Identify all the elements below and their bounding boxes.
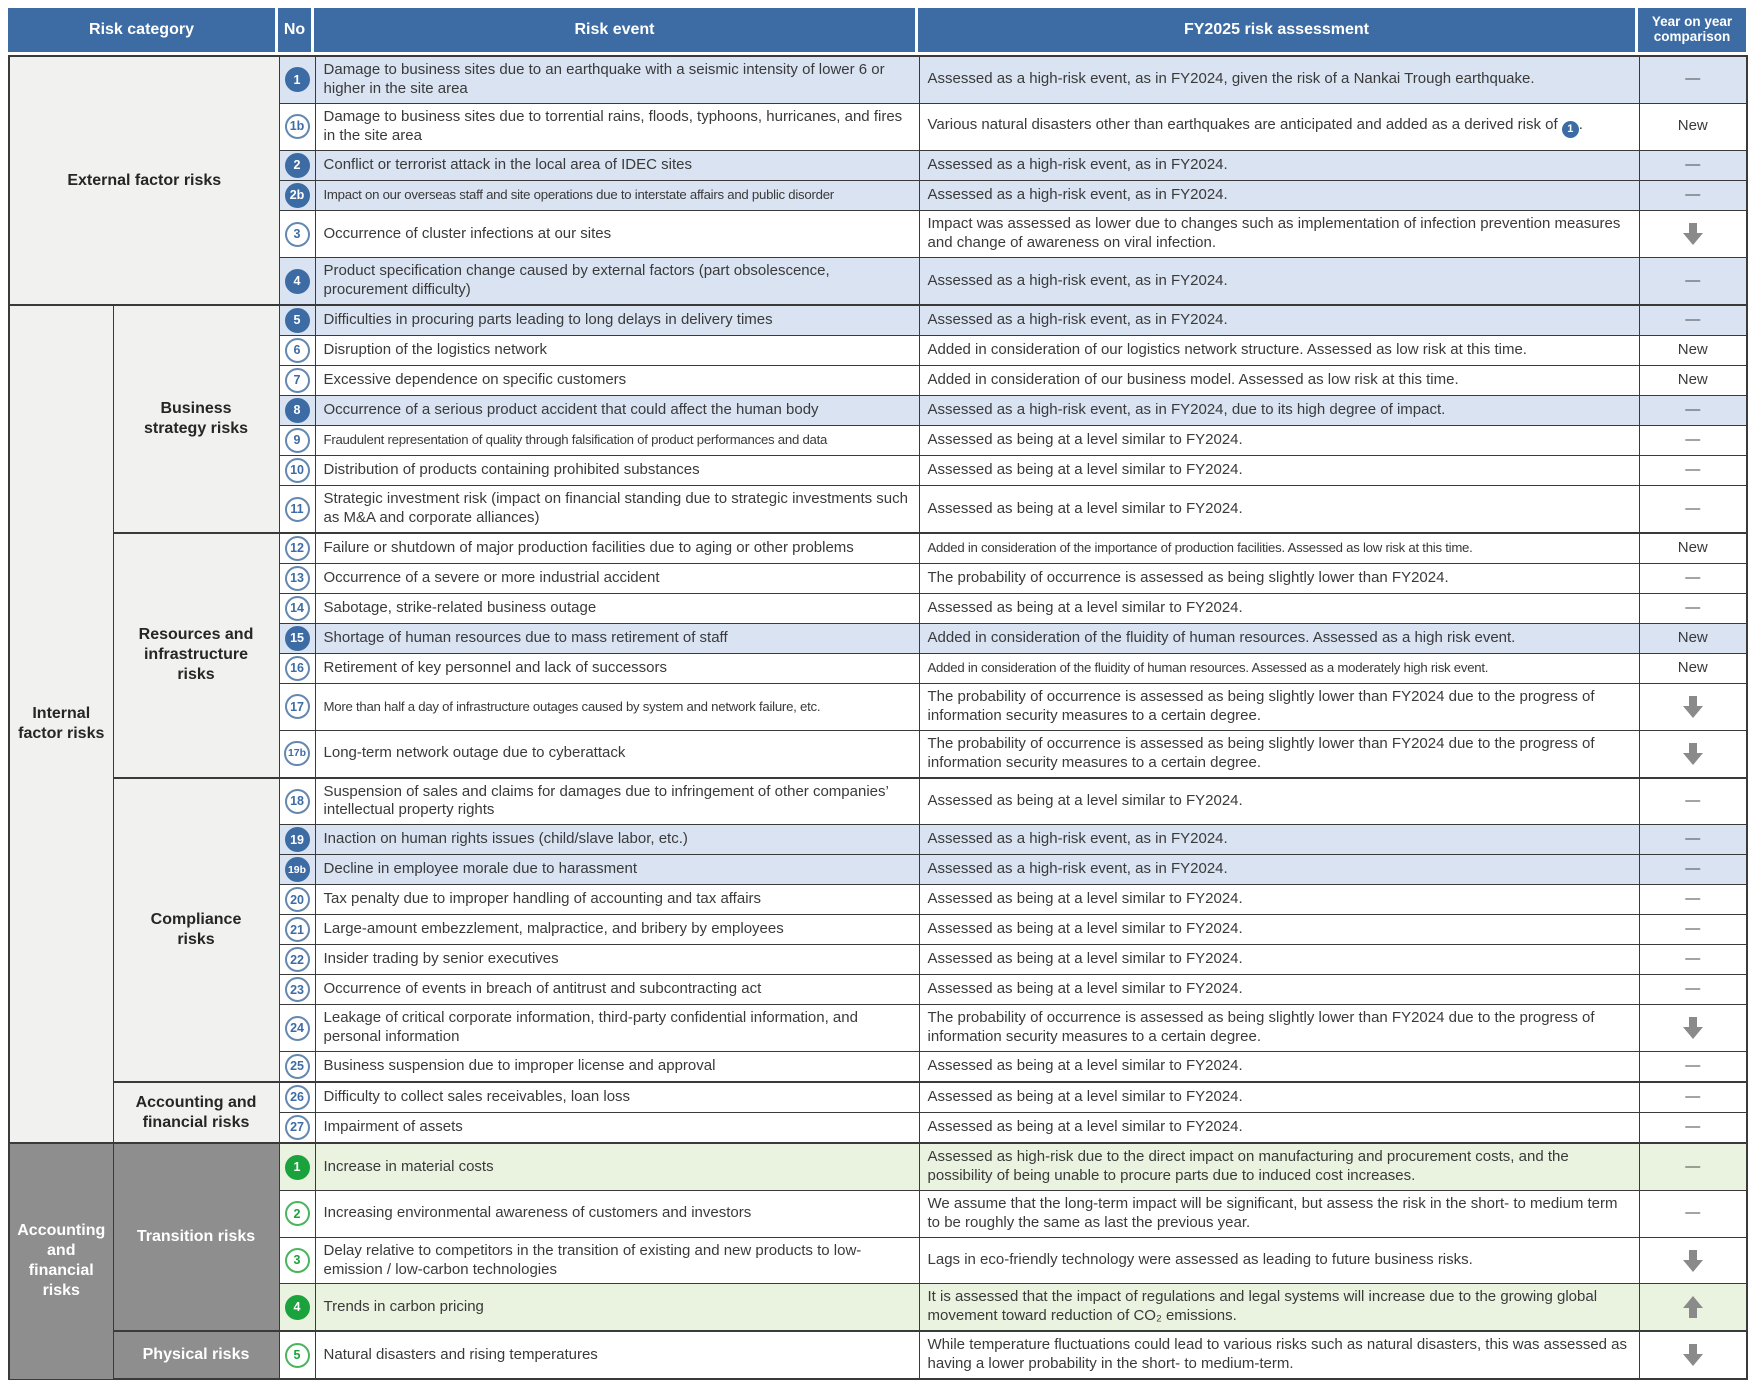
no-change-dash: — — [1685, 980, 1701, 998]
down-arrow-icon — [1646, 696, 1741, 718]
down-arrow-icon — [1646, 223, 1741, 245]
down-arrow-icon — [1646, 1017, 1741, 1039]
year-on-year-cell — [1639, 885, 1747, 915]
risk-number-badge: 25 — [285, 1054, 310, 1079]
no-change-dash: — — [1685, 271, 1701, 289]
down-arrow-icon — [1646, 743, 1741, 765]
risk-number-cell — [279, 150, 315, 180]
inline-risk-ref-badge: 1 — [1562, 121, 1579, 138]
risk-number-badge: 24 — [285, 1016, 310, 1041]
risk-number-badge: 19 — [285, 827, 310, 852]
risk-event-cell: Occurrence of a severe or more industrial accident — [315, 564, 919, 594]
down-arrow-icon — [1646, 1344, 1741, 1366]
risk-number-cell — [279, 945, 315, 975]
new-label: New — [1677, 341, 1708, 359]
risk-number-cell — [279, 305, 315, 336]
risk-number-cell — [279, 975, 315, 1005]
risk-event-cell: Shortage of human resources due to mass retirement of staff — [315, 624, 919, 654]
risk-assessment-cell: Assessed as being at a level similar to FY2024. — [919, 945, 1639, 975]
risk-event-cell: More than half a day of infrastructure outages caused by system and network failure, etc. — [315, 684, 919, 731]
risk-number-badge: 13 — [285, 566, 310, 591]
risk-table — [8, 55, 1748, 1380]
year-on-year-cell — [1639, 366, 1747, 396]
risk-assessment-cell: Added in consideration of the fluidity of human resources. Assessed as a high risk event. — [919, 624, 1639, 654]
table-row — [9, 56, 1747, 103]
risk-number-badge: 21 — [285, 917, 310, 942]
risk-number-cell — [279, 210, 315, 258]
new-label: New — [1677, 371, 1708, 389]
column-header: Year on year comparison — [1638, 8, 1746, 52]
risk-event-cell: Excessive dependence on specific customers — [315, 366, 919, 396]
year-on-year-cell — [1639, 825, 1747, 855]
risk-number-badge: 2 — [285, 1201, 310, 1226]
risk-number-cell — [279, 1143, 315, 1190]
risk-assessment-cell: The probability of occurrence is assessed as being slightly lower than FY2024 due to the progress of information security measures to a certain degree. — [919, 684, 1639, 731]
risk-event-cell: Occurrence of cluster infections at our sites — [315, 210, 919, 258]
no-change-dash: — — [1685, 569, 1701, 587]
risk-event-cell: Conflict or terrorist attack in the local area of IDEC sites — [315, 150, 919, 180]
up-arrow-icon — [1646, 1296, 1741, 1318]
year-on-year-cell — [1639, 258, 1747, 305]
risk-assessment-cell: It is assessed that the impact of regulations and legal systems will increase due to the growing global movement toward reduction of CO₂ emissions. — [919, 1284, 1639, 1331]
risk-number-cell — [279, 1331, 315, 1379]
year-on-year-cell — [1639, 1284, 1747, 1331]
risk-event-cell: Increase in material costs — [315, 1143, 919, 1190]
column-header: FY2025 risk assessment — [918, 8, 1638, 52]
risk-assessment-cell: Assessed as a high-risk event, as in FY2024, given the risk of a Nankai Trough earthquake. — [919, 56, 1639, 103]
risk-assessment-cell: Assessed as being at a level similar to FY2024. — [919, 594, 1639, 624]
table-row — [9, 778, 1747, 825]
risk-event-cell: Sabotage, strike-related business outage — [315, 594, 919, 624]
risk-number-badge: 10 — [285, 458, 310, 483]
risk-number-cell — [279, 366, 315, 396]
year-on-year-cell — [1639, 533, 1747, 564]
no-change-dash: — — [1685, 461, 1701, 479]
risk-event-cell: Increasing environmental awareness of customers and investors — [315, 1190, 919, 1237]
no-change-dash: — — [1685, 920, 1701, 938]
risk-assessment-cell: Assessed as a high-risk event, as in FY2024. — [919, 180, 1639, 210]
year-on-year-cell — [1639, 1190, 1747, 1237]
risk-event-cell: Trends in carbon pricing — [315, 1284, 919, 1331]
no-change-dash: — — [1685, 792, 1701, 810]
risk-number-badge: 2 — [285, 153, 310, 178]
risk-subcategory-cell: Physical risks — [113, 1331, 279, 1379]
risk-assessment-cell: Assessed as being at a level similar to FY2024. — [919, 1052, 1639, 1083]
risk-assessment-cell: Assessed as a high-risk event, as in FY2024. — [919, 855, 1639, 885]
table-header — [8, 8, 1746, 52]
risk-number-cell — [279, 486, 315, 533]
risk-number-cell — [279, 1052, 315, 1083]
risk-assessment-cell: Assessed as being at a level similar to FY2024. — [919, 975, 1639, 1005]
risk-event-cell: Leakage of critical corporate information, third-party confidential information, and personal information — [315, 1005, 919, 1052]
no-change-dash: — — [1685, 599, 1701, 617]
new-label: New — [1677, 117, 1708, 135]
risk-number-cell — [279, 564, 315, 594]
risk-number-cell — [279, 180, 315, 210]
column-header: Risk category — [8, 8, 278, 52]
risk-event-cell: Suspension of sales and claims for damages due to infringement of other companies’ intellectual property rights — [315, 778, 919, 825]
no-change-dash: — — [1685, 311, 1701, 329]
year-on-year-cell — [1639, 1237, 1747, 1284]
down-arrow-icon — [1646, 1250, 1741, 1272]
risk-assessment-cell: The probability of occurrence is assessed as being slightly lower than FY2024 due to the progress of information security measures to a certain degree. — [919, 1005, 1639, 1052]
risk-assessment-cell: Assessed as a high-risk event, as in FY2024. — [919, 258, 1639, 305]
risk-event-cell: Damage to business sites due to an earthquake with a seismic intensity of lower 6 or higher in the site area — [315, 56, 919, 103]
risk-event-cell: Difficulty to collect sales receivables, loan loss — [315, 1082, 919, 1113]
risk-number-badge: 17b — [284, 741, 310, 766]
risk-event-cell: Retirement of key personnel and lack of successors — [315, 654, 919, 684]
risk-event-cell: Product specification change caused by external factors (part obsolescence, procurement difficulty) — [315, 258, 919, 305]
table-row — [9, 1331, 1747, 1379]
table-row — [9, 1143, 1747, 1190]
risk-number-badge: 27 — [285, 1115, 310, 1140]
risk-assessment-cell: The probability of occurrence is assessed as being slightly lower than FY2024. — [919, 564, 1639, 594]
risk-number-badge: 7 — [285, 368, 310, 393]
year-on-year-cell — [1639, 730, 1747, 777]
year-on-year-cell — [1639, 975, 1747, 1005]
risk-number-badge: 14 — [285, 596, 310, 621]
assessment-text: . — [1578, 115, 1583, 133]
risk-number-cell — [279, 1190, 315, 1237]
risk-event-cell: Decline in employee morale due to harassment — [315, 855, 919, 885]
risk-number-cell — [279, 654, 315, 684]
year-on-year-cell — [1639, 396, 1747, 426]
risk-number-cell — [279, 1237, 315, 1284]
risk-assessment-cell: Assessed as a high-risk event, as in FY2024. — [919, 305, 1639, 336]
risk-number-cell — [279, 825, 315, 855]
year-on-year-cell — [1639, 305, 1747, 336]
risk-number-cell — [279, 684, 315, 731]
risk-number-cell — [279, 624, 315, 654]
risk-assessment-table — [8, 8, 1746, 1380]
risk-assessment-cell: Assessed as being at a level similar to FY2024. — [919, 456, 1639, 486]
risk-assessment-cell: Assessed as being at a level similar to FY2024. — [919, 1082, 1639, 1113]
risk-assessment-cell: Assessed as a high-risk event, as in FY2024. — [919, 150, 1639, 180]
risk-number-cell — [279, 855, 315, 885]
risk-number-cell — [279, 456, 315, 486]
year-on-year-cell — [1639, 456, 1747, 486]
risk-event-cell: Large-amount embezzlement, malpractice, and bribery by employees — [315, 915, 919, 945]
year-on-year-cell — [1639, 855, 1747, 885]
risk-assessment-cell: Added in consideration of the fluidity of human resources. Assessed as a moderately high risk event. — [919, 654, 1639, 684]
risk-number-badge: 3 — [285, 1248, 310, 1273]
table-row — [9, 305, 1747, 336]
no-change-dash: — — [1685, 890, 1701, 908]
assessment-text: Various natural disasters other than earthquakes are anticipated and added as a derived risk of — [927, 115, 1562, 133]
risk-event-cell: Insider trading by senior executives — [315, 945, 919, 975]
year-on-year-cell — [1639, 1082, 1747, 1113]
risk-assessment-cell: Assessed as being at a level similar to FY2024. — [919, 486, 1639, 533]
risk-event-cell: Long-term network outage due to cyberattack — [315, 730, 919, 777]
year-on-year-cell — [1639, 1005, 1747, 1052]
no-change-dash: — — [1685, 499, 1701, 517]
risk-number-badge: 4 — [285, 1295, 310, 1320]
table-row — [9, 1082, 1747, 1113]
risk-number-badge: 8 — [285, 398, 310, 423]
risk-number-badge: 9 — [285, 428, 310, 453]
risk-assessment-cell: Assessed as high-risk due to the direct impact on manufacturing and procurement costs, and the possibility of being unable to procure parts due to induced cost increases. — [919, 1143, 1639, 1190]
risk-number-badge: 26 — [285, 1085, 310, 1110]
risk-number-badge: 15 — [285, 626, 310, 651]
risk-number-cell — [279, 885, 315, 915]
new-label: New — [1677, 539, 1708, 557]
risk-number-cell — [279, 1284, 315, 1331]
risk-event-cell: Natural disasters and rising temperatures — [315, 1331, 919, 1379]
new-label: New — [1677, 629, 1708, 647]
risk-assessment-cell: Added in consideration of the importance of production facilities. Assessed as low risk at this time. — [919, 533, 1639, 564]
no-change-dash: — — [1685, 401, 1701, 419]
risk-number-badge: 11 — [285, 497, 310, 522]
risk-assessment-cell: Impact was assessed as lower due to changes such as implementation of infection prevention measures and change of awareness on viral infection. — [919, 210, 1639, 258]
no-change-dash: — — [1685, 1057, 1701, 1075]
risk-assessment-cell: We assume that the long-term impact will be significant, but assess the risk in the short- to medium term to be roughly the same as last the previous year. — [919, 1190, 1639, 1237]
year-on-year-cell — [1639, 1052, 1747, 1083]
year-on-year-cell — [1639, 564, 1747, 594]
no-change-dash: — — [1685, 1118, 1701, 1136]
risk-number-cell — [279, 533, 315, 564]
risk-assessment-cell — [919, 103, 1639, 150]
risk-number-cell — [279, 258, 315, 305]
risk-number-cell — [279, 103, 315, 150]
risk-event-cell: Failure or shutdown of major production facilities due to aging or other problems — [315, 533, 919, 564]
risk-event-cell: Business suspension due to improper license and approval — [315, 1052, 919, 1083]
year-on-year-cell — [1639, 684, 1747, 731]
risk-assessment-cell: Lags in eco-friendly technology were assessed as leading to future business risks. — [919, 1237, 1639, 1284]
year-on-year-cell — [1639, 426, 1747, 456]
risk-number-badge: 16 — [285, 656, 310, 681]
risk-number-badge: 5 — [285, 1343, 310, 1368]
risk-assessment-cell: Assessed as being at a level similar to FY2024. — [919, 885, 1639, 915]
risk-number-cell — [279, 426, 315, 456]
risk-subcategory-cell: Resources and infrastructure risks — [113, 533, 279, 778]
risk-number-badge: 17 — [285, 694, 310, 719]
risk-assessment-cell: Added in consideration of our logistics network structure. Assessed as low risk at this time. — [919, 336, 1639, 366]
risk-number-badge: 6 — [285, 338, 310, 363]
risk-number-badge: 19b — [285, 857, 310, 882]
risk-assessment-cell: Assessed as being at a level similar to FY2024. — [919, 915, 1639, 945]
risk-subcategory-cell: Compliance risks — [113, 778, 279, 1083]
risk-assessment-cell: The probability of occurrence is assessed as being slightly lower than FY2024 due to the progress of information security measures to a certain degree. — [919, 730, 1639, 777]
risk-number-badge: 3 — [285, 222, 310, 247]
risk-event-cell: Strategic investment risk (impact on financial standing due to strategic investments such as M&A and corporate alliances) — [315, 486, 919, 533]
new-label: New — [1677, 659, 1708, 677]
risk-number-badge: 1b — [285, 114, 310, 139]
year-on-year-cell — [1639, 210, 1747, 258]
risk-event-cell: Damage to business sites due to torrential rains, floods, typhoons, hurricanes, and fires in the site area — [315, 103, 919, 150]
risk-event-cell: Inaction on human rights issues (child/slave labor, etc.) — [315, 825, 919, 855]
risk-number-cell — [279, 396, 315, 426]
year-on-year-cell — [1639, 56, 1747, 103]
year-on-year-cell — [1639, 486, 1747, 533]
no-change-dash: — — [1685, 185, 1701, 203]
risk-number-cell — [279, 1113, 315, 1144]
year-on-year-cell — [1639, 150, 1747, 180]
year-on-year-cell — [1639, 624, 1747, 654]
risk-number-badge: 1 — [285, 1155, 310, 1180]
risk-event-cell: Delay relative to competitors in the transition of existing and new products to low-emission / low-carbon technologies — [315, 1237, 919, 1284]
risk-assessment-cell: While temperature fluctuations could lead to various risks such as natural disasters, this was assessed as having a lower probability in the short- to medium-term. — [919, 1331, 1639, 1379]
risk-number-badge: 20 — [285, 887, 310, 912]
risk-assessment-cell: Added in consideration of our business model. Assessed as low risk at this time. — [919, 366, 1639, 396]
risk-subcategory-cell: Transition risks — [113, 1143, 279, 1331]
risk-number-cell — [279, 336, 315, 366]
risk-number-badge: 12 — [285, 536, 310, 561]
no-change-dash: — — [1685, 950, 1701, 968]
risk-event-cell: Disruption of the logistics network — [315, 336, 919, 366]
year-on-year-cell — [1639, 778, 1747, 825]
risk-event-cell: Tax penalty due to improper handling of accounting and tax affairs — [315, 885, 919, 915]
risk-number-cell — [279, 915, 315, 945]
risk-event-cell: Fraudulent representation of quality through falsification of product performances and data — [315, 426, 919, 456]
risk-subcategory-cell: Accounting and financial risks — [113, 1082, 279, 1143]
risk-number-badge: 18 — [285, 789, 310, 814]
no-change-dash: — — [1685, 860, 1701, 878]
year-on-year-cell — [1639, 594, 1747, 624]
risk-number-cell — [279, 730, 315, 777]
risk-subcategory-cell: Business strategy risks — [113, 305, 279, 533]
year-on-year-cell — [1639, 180, 1747, 210]
risk-number-badge: 2b — [285, 183, 310, 208]
risk-number-badge: 1 — [285, 67, 310, 92]
column-header: Risk event — [314, 8, 918, 52]
risk-number-cell — [279, 56, 315, 103]
risk-number-badge: 5 — [285, 308, 310, 333]
risk-event-cell: Impairment of assets — [315, 1113, 919, 1144]
no-change-dash: — — [1685, 1204, 1701, 1222]
table-row — [9, 533, 1747, 564]
no-change-dash: — — [1685, 155, 1701, 173]
year-on-year-cell — [1639, 103, 1747, 150]
column-header: No — [278, 8, 314, 52]
no-change-dash: — — [1685, 1157, 1701, 1175]
risk-category-cell: Accounting and financial risks — [9, 1143, 113, 1379]
year-on-year-cell — [1639, 1113, 1747, 1144]
risk-assessment-cell: Assessed as being at a level similar to FY2024. — [919, 1113, 1639, 1144]
year-on-year-cell — [1639, 654, 1747, 684]
risk-assessment-cell: Assessed as being at a level similar to FY2024. — [919, 426, 1639, 456]
risk-assessment-cell: Assessed as being at a level similar to FY2024. — [919, 778, 1639, 825]
risk-number-cell — [279, 594, 315, 624]
risk-assessment-cell: Assessed as a high-risk event, as in FY2024, due to its high degree of impact. — [919, 396, 1639, 426]
risk-category-cell: External factor risks — [9, 56, 279, 305]
risk-number-badge: 4 — [285, 269, 310, 294]
year-on-year-cell — [1639, 1143, 1747, 1190]
risk-assessment-cell: Assessed as a high-risk event, as in FY2024. — [919, 825, 1639, 855]
risk-number-cell — [279, 1005, 315, 1052]
risk-event-cell: Impact on our overseas staff and site operations due to interstate affairs and public disorder — [315, 180, 919, 210]
risk-number-cell — [279, 778, 315, 825]
risk-event-cell: Difficulties in procuring parts leading to long delays in delivery times — [315, 305, 919, 336]
risk-number-badge: 22 — [285, 947, 310, 972]
risk-event-cell: Distribution of products containing prohibited substances — [315, 456, 919, 486]
risk-number-cell — [279, 1082, 315, 1113]
no-change-dash: — — [1685, 1088, 1701, 1106]
risk-number-badge: 23 — [285, 977, 310, 1002]
no-change-dash: — — [1685, 70, 1701, 88]
no-change-dash: — — [1685, 830, 1701, 848]
year-on-year-cell — [1639, 915, 1747, 945]
year-on-year-cell — [1639, 1331, 1747, 1379]
year-on-year-cell — [1639, 945, 1747, 975]
risk-event-cell: Occurrence of events in breach of antitrust and subcontracting act — [315, 975, 919, 1005]
no-change-dash: — — [1685, 431, 1701, 449]
risk-category-cell: Internal factor risks — [9, 305, 113, 1143]
risk-event-cell: Occurrence of a serious product accident that could affect the human body — [315, 396, 919, 426]
year-on-year-cell — [1639, 336, 1747, 366]
